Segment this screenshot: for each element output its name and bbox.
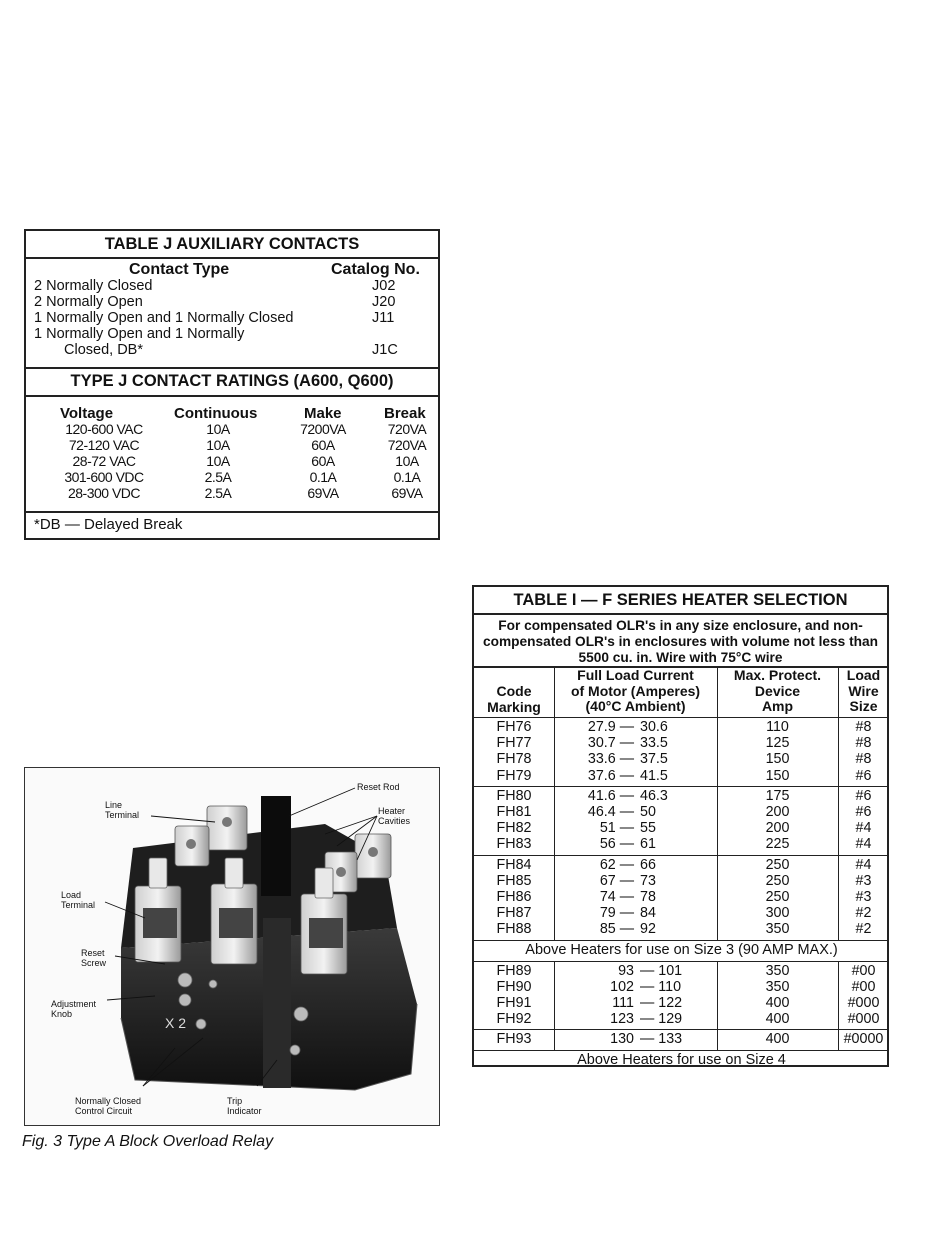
heater-cell: 111: [612, 995, 634, 1011]
heater-cell: FH80: [496, 787, 532, 804]
heater-cell: 62 —: [599, 856, 634, 873]
heater-cell: 93: [618, 962, 634, 979]
row-divider: [474, 717, 887, 718]
heater-cell: FH76: [496, 719, 532, 735]
heater-cell: FH81: [496, 804, 532, 820]
ratings-cell: 10A: [206, 421, 230, 437]
heater-cell: #00: [851, 978, 876, 995]
row-divider: [474, 855, 887, 856]
header-wire: [838, 668, 889, 715]
column-divider: [717, 786, 718, 855]
ratings-cell: 301-600 VDC: [64, 469, 144, 485]
heater-cell: 66: [640, 856, 656, 873]
heater-cell: #4: [855, 820, 872, 837]
callout-load-terminal: Load Terminal: [61, 890, 96, 910]
header-wire-line: Load: [846, 667, 881, 683]
column-divider: [838, 961, 839, 1030]
heater-cell: — 101: [640, 962, 683, 979]
heater-cell: FH83: [496, 836, 532, 853]
heater-cell: 400: [765, 1031, 790, 1048]
ratings-cell: 720VA: [387, 437, 427, 453]
heater-cell: 30.7 —: [587, 735, 634, 752]
heater-cell: 110: [766, 719, 789, 735]
overload-relay-photo: [25, 768, 438, 1124]
heater-cell: 37.5: [640, 751, 668, 768]
column-divider: [717, 855, 718, 940]
contact-type-5: Closed, DB*: [64, 342, 143, 358]
column-divider: [717, 666, 718, 717]
heater-cell: — 129: [640, 1011, 683, 1028]
heater-cell: FH86: [496, 889, 532, 905]
heater-cell: 350: [765, 962, 790, 979]
table-i-intro: For compensated OLR's in any size enclosure, and non-compensated OLR's in enclosures with volume not less than 5500 cu. in. Wire with 75°C wire: [474, 615, 887, 668]
heater-cell: 55: [640, 820, 656, 837]
table-j-auxiliary-contacts: [24, 229, 440, 540]
ratings-cell: 0.1A: [309, 469, 337, 485]
heater-cell: FH87: [496, 905, 532, 922]
ratings-cell: 28-72 VAC: [72, 453, 136, 469]
heater-cell: #6: [855, 804, 872, 820]
heater-cell: 51 —: [599, 820, 634, 837]
figure-overload-relay: [24, 767, 440, 1126]
heater-cell: — 122: [640, 995, 683, 1011]
heater-cell: 250: [765, 889, 790, 905]
heater-cell: 300: [765, 905, 790, 922]
header-mpd: [717, 668, 838, 715]
ratings-cell: 69VA: [307, 485, 339, 501]
row-divider: [474, 940, 887, 941]
column-divider: [554, 1029, 555, 1049]
column-divider: [717, 961, 718, 1030]
ratings-cell: 69VA: [391, 485, 423, 501]
ratings-cell: 10A: [206, 437, 230, 453]
heater-cell: — 110: [640, 978, 682, 995]
heater-cell: FH78: [496, 751, 532, 768]
heater-cell: #8: [855, 719, 872, 735]
heater-cell: 78: [640, 889, 656, 905]
row-divider: [474, 786, 887, 787]
column-divider: [838, 786, 839, 855]
ratings-cell: 2.5A: [204, 469, 232, 485]
heater-cell: 46.4 —: [587, 804, 634, 820]
heater-cell: 92: [640, 921, 656, 938]
heater-cell: FH92: [496, 1011, 532, 1028]
ratings-cell: 60A: [311, 453, 335, 469]
header-code: [474, 684, 554, 715]
callout-line-terminal: Line Terminal: [105, 800, 140, 820]
ratings-cell: 2.5A: [204, 485, 232, 501]
heater-cell: #6: [855, 787, 872, 804]
header-flc-line: Full Load Current: [577, 667, 694, 683]
column-divider: [554, 666, 555, 717]
catalog-5: J1C: [372, 342, 398, 358]
heater-cell: FH91: [496, 995, 532, 1011]
column-divider: [717, 717, 718, 786]
heater-cell: FH89: [496, 962, 532, 979]
heater-cell: #000: [847, 1011, 880, 1028]
ratings-cell: 10A: [206, 453, 230, 469]
row-divider: [474, 1050, 887, 1051]
heater-cell: 27.9 —: [587, 719, 634, 735]
heater-cell: 73: [640, 872, 656, 889]
heater-cell: #00: [851, 962, 876, 979]
heater-cell: #4: [855, 856, 872, 873]
contact-type-1: 2 Normally Open: [34, 294, 143, 310]
heater-cell: #4: [855, 836, 872, 853]
divider: [26, 367, 438, 369]
heater-cell: 41.6 —: [587, 787, 634, 804]
ratings-cell: 28-300 VDC: [67, 485, 141, 501]
heater-cell: 200: [765, 820, 790, 837]
heater-cell: 150: [765, 767, 790, 784]
catalog-3: J11: [372, 310, 395, 326]
ratings-header-break: Break: [384, 405, 426, 422]
column-divider: [554, 717, 555, 786]
header-mpd-line: Amp: [761, 698, 794, 714]
heater-cell: 150: [765, 751, 790, 768]
heater-cell: 30.6: [640, 719, 668, 735]
contact-type-4: 1 Normally Open and 1 Normally: [34, 326, 245, 342]
row-divider: [474, 961, 887, 962]
table-j-title: TABLE J AUXILIARY CONTACTS: [26, 231, 438, 259]
ratings-header-make: Make: [304, 405, 342, 422]
column-divider: [554, 786, 555, 855]
header-flc-line: (40°C Ambient): [585, 698, 686, 714]
callout-trip-indicator: Trip Indicator: [227, 1096, 262, 1116]
header-wire-line: Wire: [848, 682, 879, 699]
divider: [26, 395, 438, 397]
ratings-cell: 720VA: [387, 421, 427, 437]
table-i-heater-selection: [472, 585, 889, 1067]
ratings-cell: 7200VA: [300, 421, 346, 437]
column-divider: [838, 666, 839, 717]
note-size-4: Above Heaters for use on Size 4: [577, 1051, 786, 1068]
column-divider: [554, 961, 555, 1030]
heater-cell: #000: [847, 995, 880, 1011]
header-wire-line: Size: [849, 698, 878, 714]
contact-type-3: 1 Normally Open and 1 Normally Closed: [34, 310, 294, 326]
heater-cell: 56 —: [599, 836, 634, 853]
heater-cell: #3: [855, 889, 872, 905]
header-flc-line: of Motor (Amperes): [570, 682, 701, 699]
heater-cell: #8: [855, 751, 872, 768]
heater-cell: #3: [855, 872, 872, 889]
catalog-0: J02: [372, 278, 396, 294]
ratings-cell: 0.1A: [393, 469, 421, 485]
heater-cell: 350: [765, 978, 790, 995]
column-divider: [554, 855, 555, 940]
heater-cell: 84: [640, 905, 656, 922]
heater-cell: 400: [765, 1011, 790, 1028]
ratings-cell: 72-120 VAC: [68, 437, 140, 453]
heater-cell: #8: [855, 735, 872, 752]
heater-cell: 102: [610, 978, 634, 995]
ratings-header-voltage: Voltage: [60, 405, 114, 422]
heater-cell: 200: [765, 804, 790, 820]
heater-cell: 33.6 —: [587, 751, 634, 768]
heater-cell: 50: [640, 804, 656, 820]
table-i-title: TABLE I — F SERIES HEATER SELECTION: [474, 587, 887, 615]
col-catalog-no: Catalog No.: [331, 261, 420, 278]
heater-cell: 225: [765, 836, 790, 853]
heater-cell: #2: [855, 921, 872, 938]
callout-adjustment-knob: Adjustment Knob: [51, 999, 97, 1019]
heater-cell: 130: [610, 1031, 634, 1048]
header-code-line: Marking: [487, 698, 541, 715]
callout-reset-screw: Reset Screw: [81, 948, 107, 968]
heater-cell: FH90: [496, 978, 532, 995]
header-code-line: Code: [496, 683, 532, 699]
heater-cell: 46.3: [640, 787, 668, 804]
callout-heater-cavities: Heater Cavities: [378, 806, 411, 826]
heater-cell: 85 —: [599, 921, 634, 938]
heater-cell: #6: [855, 767, 872, 784]
heater-cell: 74 —: [599, 889, 634, 905]
footnote: *DB — Delayed Break: [34, 516, 183, 533]
ratings-header-continuous: Continuous: [174, 405, 258, 422]
heater-cell: — 133: [640, 1031, 683, 1048]
heater-cell: 61: [640, 836, 656, 853]
heater-cell: FH88: [496, 921, 532, 938]
column-divider: [838, 1029, 839, 1049]
heater-cell: 79 —: [599, 905, 634, 922]
heater-cell: 37.6 —: [587, 767, 634, 784]
heater-cell: 400: [765, 995, 790, 1011]
heater-cell: FH93: [496, 1031, 532, 1048]
heater-cell: FH82: [496, 820, 532, 837]
heater-cell: FH79: [496, 767, 532, 784]
heater-cell: 250: [765, 872, 790, 889]
header-flc: [554, 668, 717, 715]
heater-cell: FH77: [496, 735, 532, 752]
heater-cell: #0000: [843, 1031, 884, 1048]
contact-type-0: 2 Normally Closed: [34, 278, 153, 294]
ratings-cell: 10A: [395, 453, 419, 469]
callout-reset-rod: Reset Rod: [357, 782, 400, 792]
note-size-3: Above Heaters for use on Size 3 (90 AMP MAX.): [525, 941, 838, 958]
heater-cell: 175: [765, 787, 790, 804]
heater-cell: 250: [765, 856, 790, 873]
heater-cell: #2: [855, 905, 872, 922]
col-contact-type: Contact Type: [129, 261, 230, 278]
heater-cell: 125: [765, 735, 790, 752]
heater-cell: 33.5: [640, 735, 668, 752]
row-divider: [474, 666, 887, 667]
figure-caption: Fig. 3 Type A Block Overload Relay: [22, 1133, 274, 1150]
heater-cell: 350: [765, 921, 790, 938]
heater-cell: 41.5: [640, 767, 668, 784]
ratings-cell: 60A: [311, 437, 335, 453]
catalog-1: J20: [372, 294, 396, 310]
row-divider: [474, 1029, 887, 1030]
column-divider: [838, 717, 839, 786]
callout-nc-control-circuit: Normally Closed Control Circuit: [75, 1096, 142, 1116]
heater-cell: FH85: [496, 872, 532, 889]
svg-text:X 2: X 2: [165, 1015, 187, 1031]
column-divider: [717, 1029, 718, 1049]
divider: [26, 511, 438, 513]
header-mpd-line: Device: [754, 682, 801, 699]
ratings-title: TYPE J CONTACT RATINGS (A600, Q600): [70, 372, 394, 390]
heater-cell: FH84: [496, 856, 532, 873]
heater-cell: 123: [610, 1011, 634, 1028]
header-mpd-line: Max. Protect.: [733, 667, 822, 683]
heater-cell: 67 —: [599, 872, 634, 889]
column-divider: [838, 855, 839, 940]
ratings-cell: 120-600 VAC: [65, 421, 143, 437]
